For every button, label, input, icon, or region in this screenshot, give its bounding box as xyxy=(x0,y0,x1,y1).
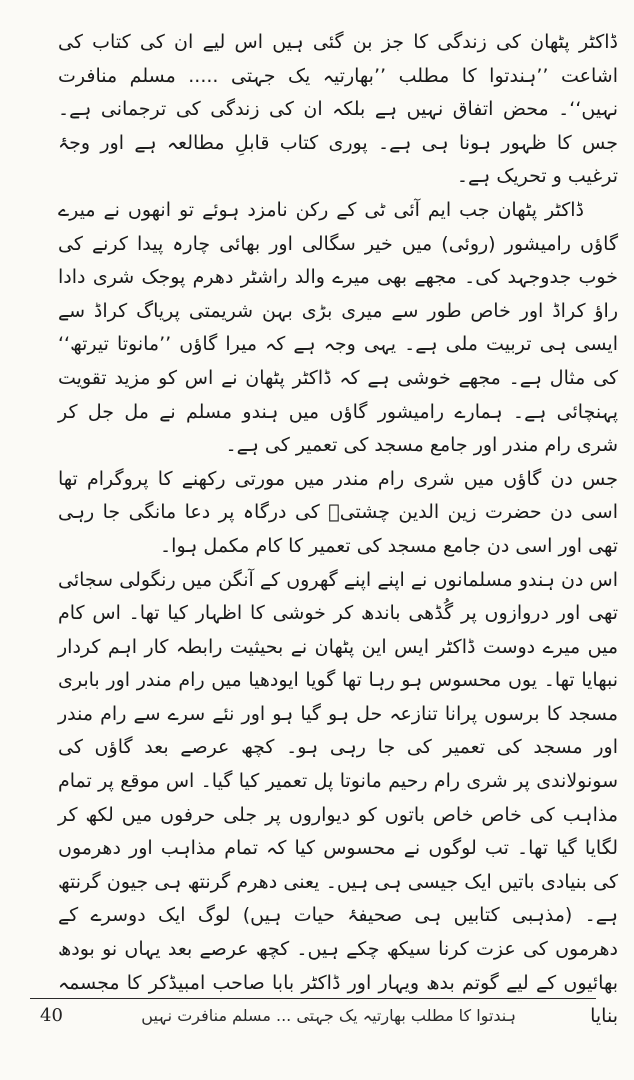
page-body-text xyxy=(58,26,618,1034)
page-number: 40 xyxy=(40,1005,63,1026)
running-footer-title: ہندتوا کا مطلب بھارتیہ یک جہتی ... مسلم منافرت نہیں xyxy=(141,1006,516,1025)
paragraph-intro: ڈاکٹر پٹھان کی زندگی کا جز بن گئی ہیں اس لیے ان کی کتاب کی اشاعت ’’ہندتوا کا مطلب ’’بھارتیہ یک جہتی ..... مسلم منافرت نہیں‘‘۔ محض اتفاق نہیں ہے بلکہ ان کی زندگی کی ترجمانی ہے۔ جس کا ظہور ہونا ہی ہے۔ پوری کتاب قابلِ مطالعہ ہے اور وجۂ ترغیب و تحریک ہے۔ xyxy=(58,31,618,188)
footer-divider xyxy=(30,998,596,999)
paragraph-temple-day: جس دن گاؤں میں شری رام مندر میں مورتی رکھنے کا پروگرام تھا اسی دن حضرت زین الدین چشتیؒ کی درگاہ پر دعا مانگی جا رہی تھی اور اسی دن جامع مسجد کی تعمیر کا کام مکمل ہوا۔ xyxy=(58,467,618,557)
paragraph-celebration: اس دن ہندو مسلمانوں نے اپنے اپنے گھروں کے آنگن میں رنگولی سجائی تھی اور دروازوں پر گُڈھی باندھ کر خوشی کا اظہار کیا تھا۔ اس کام میں میرے دوست ڈاکٹر ایس این پٹھان نے بحیثیت رابطہ کار اہم کردار نبھایا تھا۔ یوں محسوس ہو رہا تھا گویا ایودھیا میں رام مندر اور بابری مسجد کا برسوں پرانا تنازعہ حل ہو گیا ہو اور نئے سرے سے رام مندر اور مسجد کی تعمیر کی جا رہی ہو۔ کچھ عرصے بعد گاؤں کی سونولاندی پر شری رام رحیم مانوتا پل تعمیر کیا گیا۔ اس موقع پر تمام مذاہب کی خاص خاص باتوں کو دیواروں پر جلی حرفوں میں لکھ کر لگایا گیا تھا۔ تب لوگوں نے محسوس کیا کہ تمام مذاہب اور دھرموں کی بنیادی باتیں ایک جیسی ہی ہیں۔ یعنی دھرم گرنتھ ہی جیون گرنتھ ہے۔ (مذہبی کتابیں ہی صحیفۂ حیات ہیں) لوگ ایک دوسرے کے دھرموں کی عزت کرنا سیکھ چکے ہیں۔ کچھ عرصے بعد یہاں نو بودھ بھائیوں کے لیے گوتم بدھ ویہار اور ڈاکٹر بابا صاحب امبیڈکر کا مجسمہ بنایا xyxy=(58,568,618,1028)
paragraph-rameshwar-village: ڈاکٹر پٹھان جب ایم آئی ٹی کے رکن نامزد ہوئے تو انھوں نے میرے گاؤں رامیشور (روئی) میں خیر سگالی اور بھائی چارہ پیدا کرنے کی خوب جدوجہد کی۔ مجھے بھی میرے والد راشٹر دھرم پوجک شری دادا راؤ کراڈ اور خاص طور سے میری بڑی بہن شریمتی پریاگ کراڈ سے ایسی ہی تربیت ملی ہے۔ یہی وجہ ہے کہ میرا گاؤں ’’مانوتا تیرتھ‘‘ کی مثال ہے۔ مجھے خوشی ہے کہ ڈاکٹر پٹھان نے اس کو مزید تقویت پہنچائی ہے۔ ہمارے رامیشور گاؤں میں ہندو مسلم نے مل جل کر شری رام مندر اور جامع مسجد کی تعمیر کی ہے۔ xyxy=(58,198,618,457)
